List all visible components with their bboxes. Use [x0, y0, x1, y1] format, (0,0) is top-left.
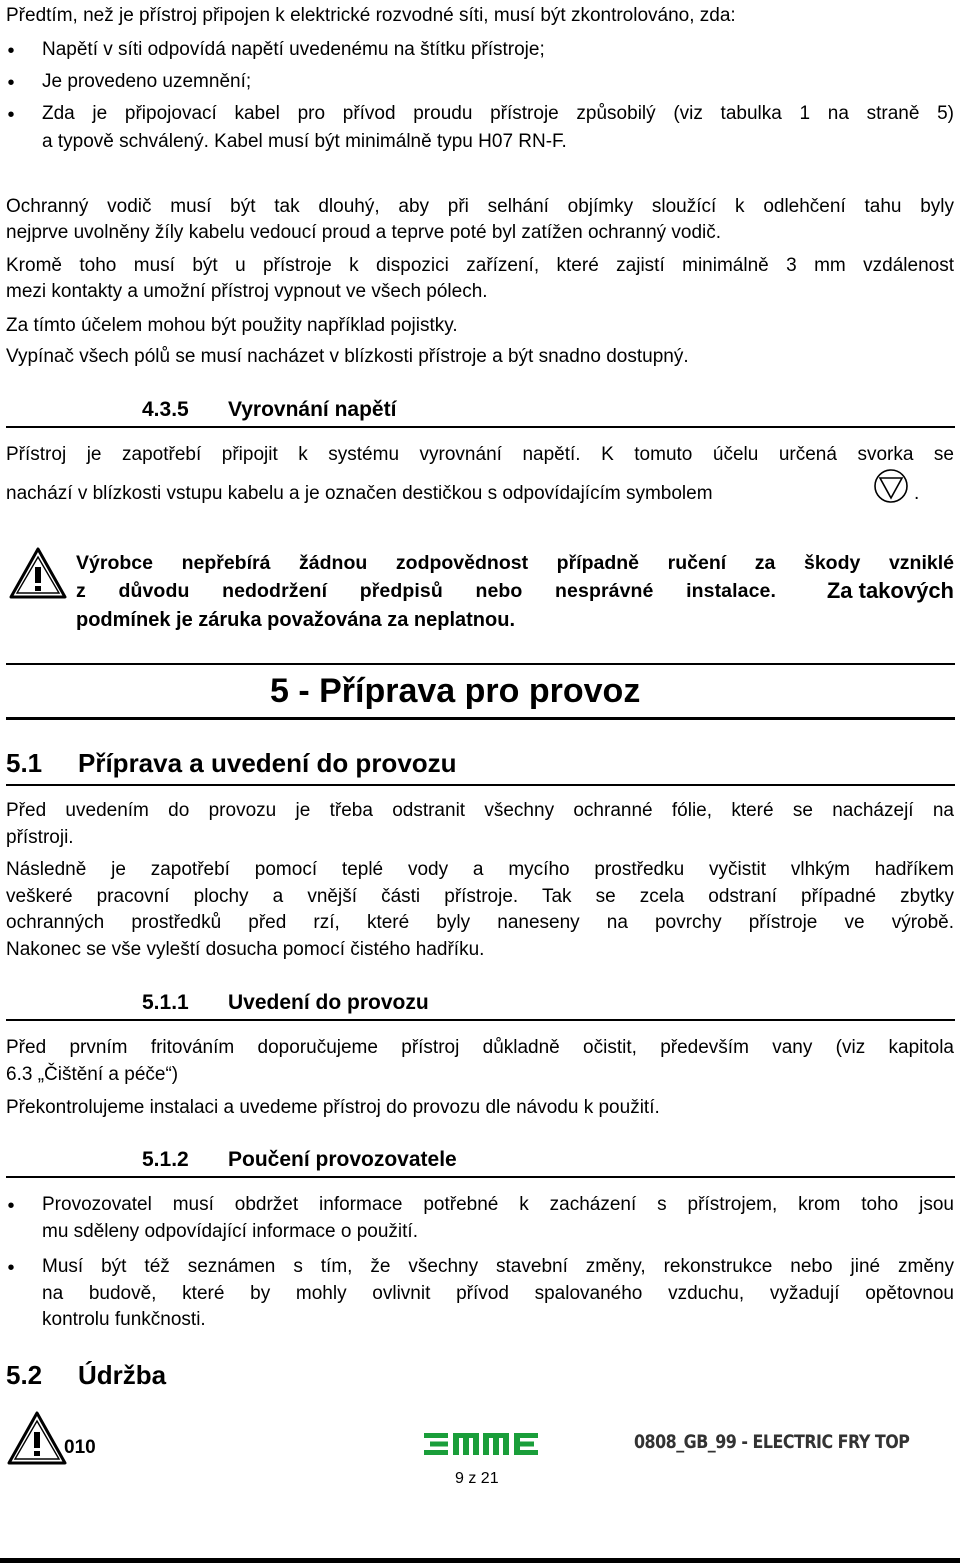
section-51-p2-line-3: ochranných prostředků před rzí, které byly naneseny na povrchy přístroje ve výrobě.	[6, 912, 954, 933]
section-512-bullet-2-line-2: na budově, které by mohly ovlivnit přívod spalovaného vzduchu, vyžadují opětovnou	[42, 1283, 954, 1304]
section-51-p2-line-2: veškeré pracovní plochy a vnější části přístroje. Tak se zcela odstraní případné zbytky	[6, 886, 954, 907]
warning-line-1: Výrobce nepřebírá žádnou zodpovědnost případně ručení za škody vzniklé	[76, 552, 954, 574]
bullet-dot: •	[7, 104, 15, 126]
bullet-dot: •	[7, 1195, 15, 1217]
section-51-number: 5.1	[6, 748, 43, 778]
section-51-p2-line-1: Následně je zapotřebí pomocí teplé vody a mycího prostředku vyčistit vlhkým hadříkem	[6, 859, 954, 880]
section-435-underline	[6, 426, 955, 428]
bullet-dot: •	[7, 1257, 15, 1279]
section-51-p1-line-2: přístroji.	[6, 827, 74, 848]
paragraph-1-line-2: nejprve uvolněny žíly kabelu vedoucí proud a teprve poté byl zatížen ochranný vodič.	[6, 222, 722, 243]
section-512-title: Poučení provozovatele	[228, 1148, 457, 1171]
section-435-line-2-end: .	[914, 483, 920, 504]
bullet-dot: •	[7, 72, 15, 94]
paragraph-2-line-2: mezi kontakty a umožní přístroj vypnout ve všech pólech.	[6, 281, 488, 302]
chapter-title: 5 - Příprava pro provoz	[270, 672, 641, 710]
paragraph-4: Vypínač všech pólů se musí nacházet v blízkosti přístroje a být snadno dostupný.	[6, 346, 689, 367]
section-52-title: Údržba	[78, 1360, 167, 1390]
section-51-underline	[6, 784, 955, 786]
footer-doc-code: 0808_GB_99 - ELECTRIC FRY TOP	[634, 1432, 910, 1453]
section-52-number: 5.2	[6, 1360, 43, 1390]
warning-line-2-part-a: z důvodu nedodržení předpisů nebo nesprávné instalace.	[76, 580, 776, 602]
section-511-number: 5.1.1	[142, 991, 189, 1014]
paragraph-3: Za tímto účelem mohou být použity například pojistky.	[6, 315, 458, 336]
footer-warning-triangle-icon	[6, 1410, 68, 1466]
warning-line-2-part-b: Za takových	[826, 578, 954, 603]
section-51-title: Příprava a uvedení do provozu	[78, 748, 457, 778]
section-435-number: 4.3.5	[142, 398, 189, 421]
section-435-title: Vyrovnání napětí	[228, 398, 397, 421]
section-511-p1-line-2: 6.3 „Čištění a péče“)	[6, 1064, 179, 1085]
intro-lead: Předtím, než je přístroj připojen k elektrické rozvodné síti, musí být zkontrolováno, zda:	[6, 5, 736, 26]
section-511-title: Uvedení do provozu	[228, 991, 429, 1014]
footer-bottom-rule	[0, 1558, 960, 1563]
paragraph-2-line-1: Kromě toho musí být u přístroje k dispozici zařízení, které zajistí minimálně 3 mm vzdálenost	[6, 255, 954, 276]
warning-triangle-icon	[8, 546, 68, 600]
section-511-p2: Překontrolujeme instalaci a uvedeme přístroj do provozu dle návodu k použití.	[6, 1097, 660, 1118]
equipotential-symbol-icon	[872, 468, 910, 504]
section-511-underline	[6, 1019, 955, 1021]
warning-line-2	[76, 577, 954, 606]
section-512-number: 5.1.2	[142, 1148, 189, 1171]
chapter-rule-top	[6, 663, 955, 665]
section-51-p2-line-4: Nakonec se vše vyleští dosucha pomocí čistého hadříku.	[6, 939, 485, 960]
section-512-bullet-1-line-1: Provozovatel musí obdržet informace potřebné k zacházení s přístrojem, krom toho jsou	[42, 1194, 954, 1215]
bullet-dot: •	[7, 40, 15, 62]
footer-year-fragment: 010	[64, 1437, 96, 1458]
intro-bullet-1: Napětí v síti odpovídá napětí uvedenému na štítku přístroje;	[42, 39, 545, 60]
intro-bullet-3-line-2: a typově schválený. Kabel musí být minimálně typu H07 RN-F.	[42, 131, 567, 152]
section-512-bullet-1-line-2: mu sděleny odpovídající informace o použití.	[42, 1221, 418, 1242]
section-51-p1-line-1: Před uvedením do provozu je třeba odstranit všechny ochranné fólie, které se nacházejí na	[6, 800, 954, 821]
section-435-line-2: nachází v blízkosti vstupu kabelu a je označen destičkou s odpovídajícím symbolem	[6, 483, 713, 504]
intro-bullet-3-line-1: Zda je připojovací kabel pro přívod proudu přístroje způsobilý (viz tabulka 1 na straně 5)	[42, 103, 954, 124]
section-512-underline	[6, 1176, 955, 1178]
section-435-line-1: Přístroj je zapotřebí připojit k systému vyrovnání napětí. K tomuto účelu určená svorka se	[6, 444, 954, 465]
section-512-bullet-2-line-3: kontrolu funkčnosti.	[42, 1309, 206, 1330]
section-511-p1-line-1: Před prvním fritováním doporučujeme přístroj důkladně očistit, především vany (viz kapitola	[6, 1037, 954, 1058]
chapter-rule-bottom	[6, 717, 955, 720]
section-512-bullet-2-line-1: Musí být též seznámen s tím, že všechny stavební změny, rekonstrukce nebo jiné změny	[42, 1256, 954, 1277]
footer-page-number: 9 z 21	[455, 1470, 499, 1487]
intro-bullet-2: Je provedeno uzemnění;	[42, 71, 252, 92]
emme-logo	[424, 1431, 538, 1457]
warning-line-3: podmínek je záruka považována za neplatnou.	[76, 609, 515, 631]
paragraph-1-line-1: Ochranný vodič musí být tak dlouhý, aby při selhání objímky sloužící k odlehčení tahu byly	[6, 196, 954, 217]
